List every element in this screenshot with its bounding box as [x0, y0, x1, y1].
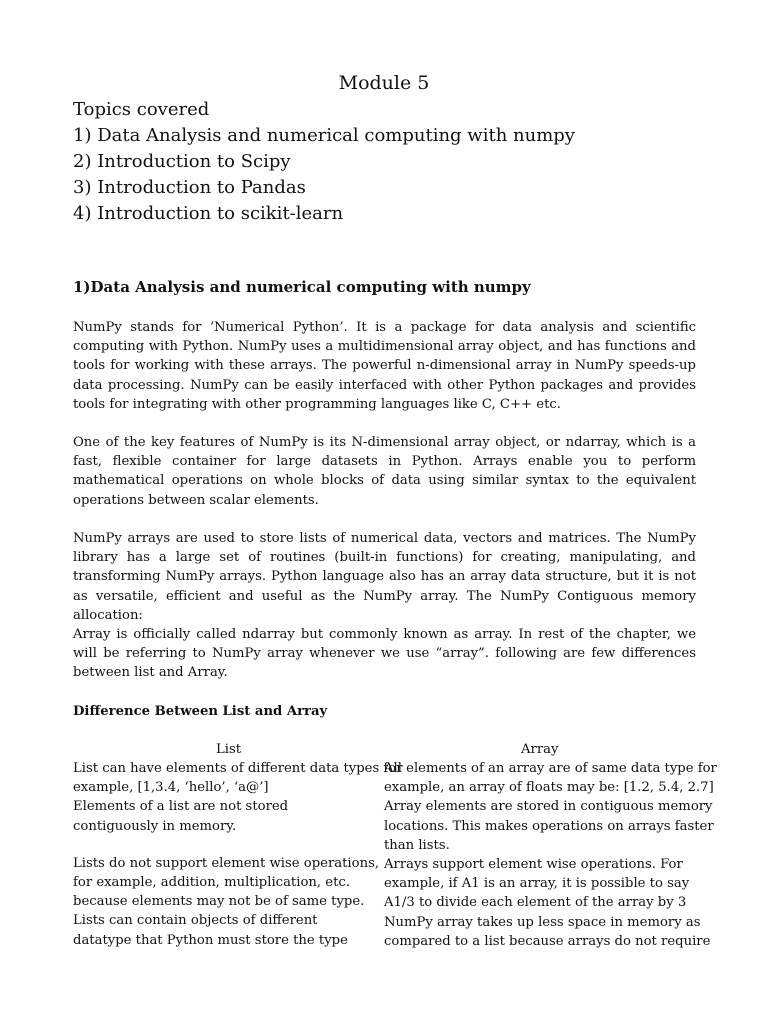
list-line: because elements may not be of same type.	[73, 894, 365, 910]
array-line: example, if A1 is an array, it is possible to say	[384, 876, 690, 892]
topics-heading: Topics covered	[73, 99, 210, 120]
list-line: for example, addition, multiplication, etc.	[73, 874, 350, 890]
list-column-header: List	[216, 742, 242, 757]
list-line: contiguously in memory.	[73, 818, 237, 834]
topic-item: 4) Introduction to scikit-learn	[73, 203, 344, 224]
difference-heading: Difference Between List and Array	[73, 704, 328, 719]
list-line: example, [1,3.4, ‘hello’, ‘a@’]	[73, 780, 269, 796]
list-line: Lists do not support element wise operations,	[73, 855, 380, 871]
paragraph-numpy-arrays: NumPy arrays are used to store lists of numerical data, vectors and matrices. The NumPy library has a large set of routines (built-in functions) for creating, manipulating, and transforming NumPy arrays. Python language also has an array data structure, but it is not as versatile, efficient and useful as the NumPy array. The NumPy Contiguous memory allocation:	[73, 531, 696, 623]
topic-item: 3) Introduction to Pandas	[73, 177, 306, 198]
topics-list	[73, 97, 713, 227]
array-line: NumPy array takes up less space in memory as	[384, 914, 701, 930]
list-line: Lists can contain objects of different	[73, 913, 318, 929]
topic-item: 1) Data Analysis and numerical computing with numpy	[73, 125, 575, 146]
paragraph-numpy-intro: NumPy stands for ‘Numerical Python’. It is a package for data analysis and scientific computing with Python. NumPy uses a multidimensional array object, and has functions and tools for working with these arrays. The powerful n-dimensional array in NumPy speeds-up data processing. NumPy can be easily interfaced with other Python packages and provides tools for integrating with other programming languages like C, C++ etc.	[73, 320, 696, 412]
list-line: datatype that Python must store the type	[73, 932, 348, 948]
array-line: Array elements are stored in contiguous memory	[384, 799, 713, 815]
list-line: List can have elements of different data types for	[73, 761, 403, 776]
array-line: Arrays support element wise operations. For	[384, 856, 683, 872]
list-column	[73, 759, 403, 950]
array-line: All elements of an array are of same data type for	[384, 761, 717, 776]
module-title: Module 5	[338, 72, 430, 94]
array-column-header: Array	[521, 742, 559, 757]
array-column	[384, 759, 717, 951]
paragraph-ndarray: One of the key features of NumPy is its N-dimensional array object, or ndarray, which is a fast, flexible container for large datasets in Python. Arrays enable you to perform mathematical operations on whole blocks of data using similar syntax to the equivalent operations between scalar elements.	[73, 435, 696, 508]
topic-item: 2) Introduction to Scipy	[73, 151, 291, 172]
list-spacer	[73, 836, 383, 854]
section-heading: 1)Data Analysis and numerical computing with numpy	[73, 278, 531, 296]
array-line: than lists.	[384, 837, 450, 853]
array-line: example, an array of floats may be: [1.2, 5.4, 2.7]	[384, 780, 714, 796]
paragraph-array-naming: Array is officially called ndarray but commonly known as array. In rest of the chapter, we will be referring to NumPy array whenever we use “array”. following are few differences between list and Array.	[73, 627, 696, 681]
list-line: Elements of a list are not stored	[73, 799, 289, 815]
array-line: A1/3 to divide each element of the array by 3	[384, 895, 687, 911]
array-line: compared to a list because arrays do not require	[384, 933, 711, 949]
array-line: locations. This makes operations on arrays faster	[384, 818, 714, 834]
